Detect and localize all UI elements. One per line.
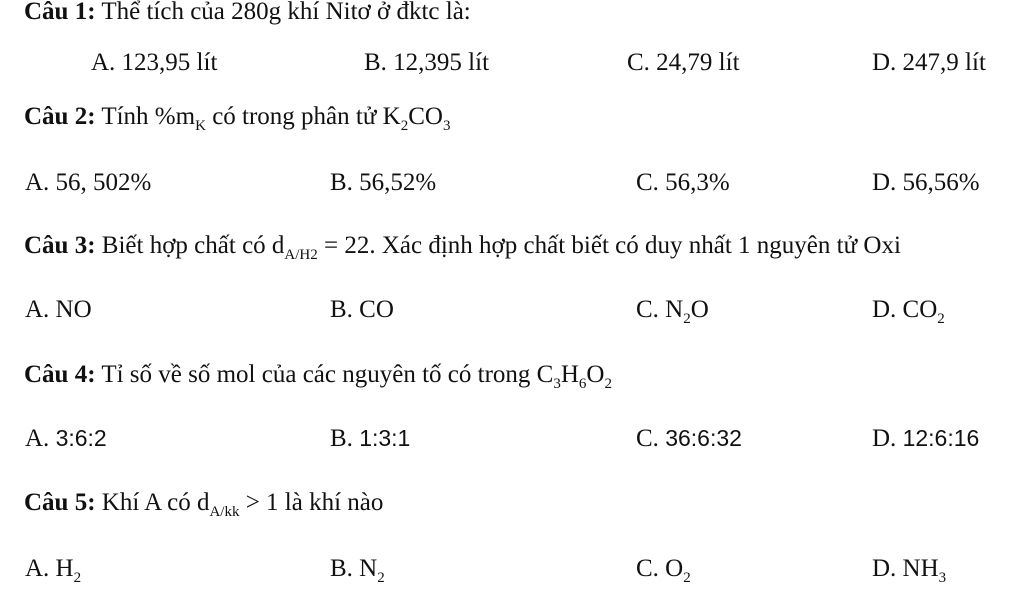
q4-option-c-value: 36:6:32	[665, 425, 742, 451]
q1-option-b: B. 12,395 lít	[364, 49, 490, 76]
q1-option-c: C. 24,79 lít	[627, 49, 740, 76]
q5-option-b-sub: 2	[377, 570, 385, 586]
q2-option-d: D. 56,56%	[872, 169, 980, 196]
q4-option-b	[330, 426, 410, 451]
q1-option-a: A. 123,95 lít	[91, 49, 218, 76]
q3-option-d	[872, 296, 945, 327]
question-1-number: Câu 1:	[24, 0, 96, 25]
question-3-number: Câu 3:	[24, 232, 96, 259]
question-2-sub-a: K	[195, 118, 206, 134]
question-2-sub-b: 2	[400, 118, 409, 134]
question-5	[24, 489, 384, 520]
q4-option-c-prefix: C.	[636, 425, 666, 452]
q4-option-a-value: 3:6:2	[55, 425, 107, 451]
q3-option-d-sub: 2	[937, 311, 945, 327]
q3-option-c-sub: 2	[683, 311, 691, 327]
question-5-text-a: Khí A có d	[95, 489, 210, 516]
question-3-text-a: Biết hợp chất có d	[95, 232, 285, 259]
q4-option-d-prefix: D.	[872, 425, 903, 452]
q5-option-b	[330, 555, 385, 586]
question-4-sub-b: 6	[578, 376, 587, 392]
q3-option-b: B. CO	[330, 296, 394, 323]
q5-option-a	[25, 555, 82, 586]
q4-option-d-value: 12:6:16	[902, 425, 980, 451]
q5-option-c-pre: C. O	[636, 555, 684, 582]
question-2-sub-c: 3	[442, 118, 451, 134]
q5-option-b-pre: B. N	[330, 555, 378, 582]
question-2-number: Câu 2:	[24, 103, 96, 130]
question-3	[24, 232, 901, 263]
question-3-text-b: = 22. Xác định hợp chất biết có duy nhất 1 nguyên tử Oxi	[317, 232, 901, 259]
q2-option-a: A. 56, 502%	[25, 169, 152, 196]
question-5-sub-a: A/kk	[209, 504, 240, 520]
question-2	[24, 103, 451, 134]
question-4-text-a: Tỉ số về số mol của các nguyên tố có trong C	[95, 361, 554, 388]
q4-option-b-prefix: B.	[330, 425, 360, 452]
question-1	[24, 0, 471, 24]
q5-option-c-sub: 2	[683, 570, 691, 586]
question-1-text: Thể tích của 280g khí Nitơ ở đktc là:	[95, 0, 471, 25]
q5-option-d-pre: D. NH	[872, 555, 939, 582]
q5-option-d-sub: 3	[938, 570, 947, 586]
q4-option-b-value: 1:3:1	[359, 425, 411, 451]
q4-option-a	[25, 426, 107, 451]
question-4-text-b: H	[560, 361, 579, 388]
question-2-text-b: có trong phân tử K	[205, 103, 401, 130]
question-2-text-c: CO	[408, 103, 443, 130]
q2-option-b: B. 56,52%	[330, 169, 437, 196]
q3-option-c-pre: C. N	[636, 296, 684, 323]
question-2-text-a: Tính %m	[95, 103, 196, 130]
q5-option-c	[636, 555, 691, 586]
q5-option-d	[872, 555, 947, 586]
q4-option-c	[636, 426, 742, 451]
q4-option-a-prefix: A.	[25, 425, 56, 452]
q3-option-c	[636, 296, 709, 327]
q2-option-c: C. 56,3%	[636, 169, 730, 196]
question-5-text-b: > 1 là khí nào	[239, 489, 384, 516]
q5-option-a-sub: 2	[73, 570, 82, 586]
q5-option-a-pre: A. H	[25, 555, 74, 582]
q3-option-a: A. NO	[25, 296, 92, 323]
q3-option-d-pre: D. CO	[872, 296, 938, 323]
question-5-number: Câu 5:	[24, 489, 96, 516]
question-4-sub-c: 2	[604, 376, 612, 392]
q3-option-c-post: O	[690, 296, 709, 323]
q1-option-d: D. 247,9 lít	[872, 49, 986, 76]
question-4-text-c: O	[586, 361, 605, 388]
question-4	[24, 361, 612, 392]
question-3-sub-a: A/H2	[284, 247, 318, 263]
question-4-number: Câu 4:	[24, 361, 96, 388]
question-4-sub-a: 3	[553, 376, 561, 392]
q4-option-d	[872, 426, 979, 451]
